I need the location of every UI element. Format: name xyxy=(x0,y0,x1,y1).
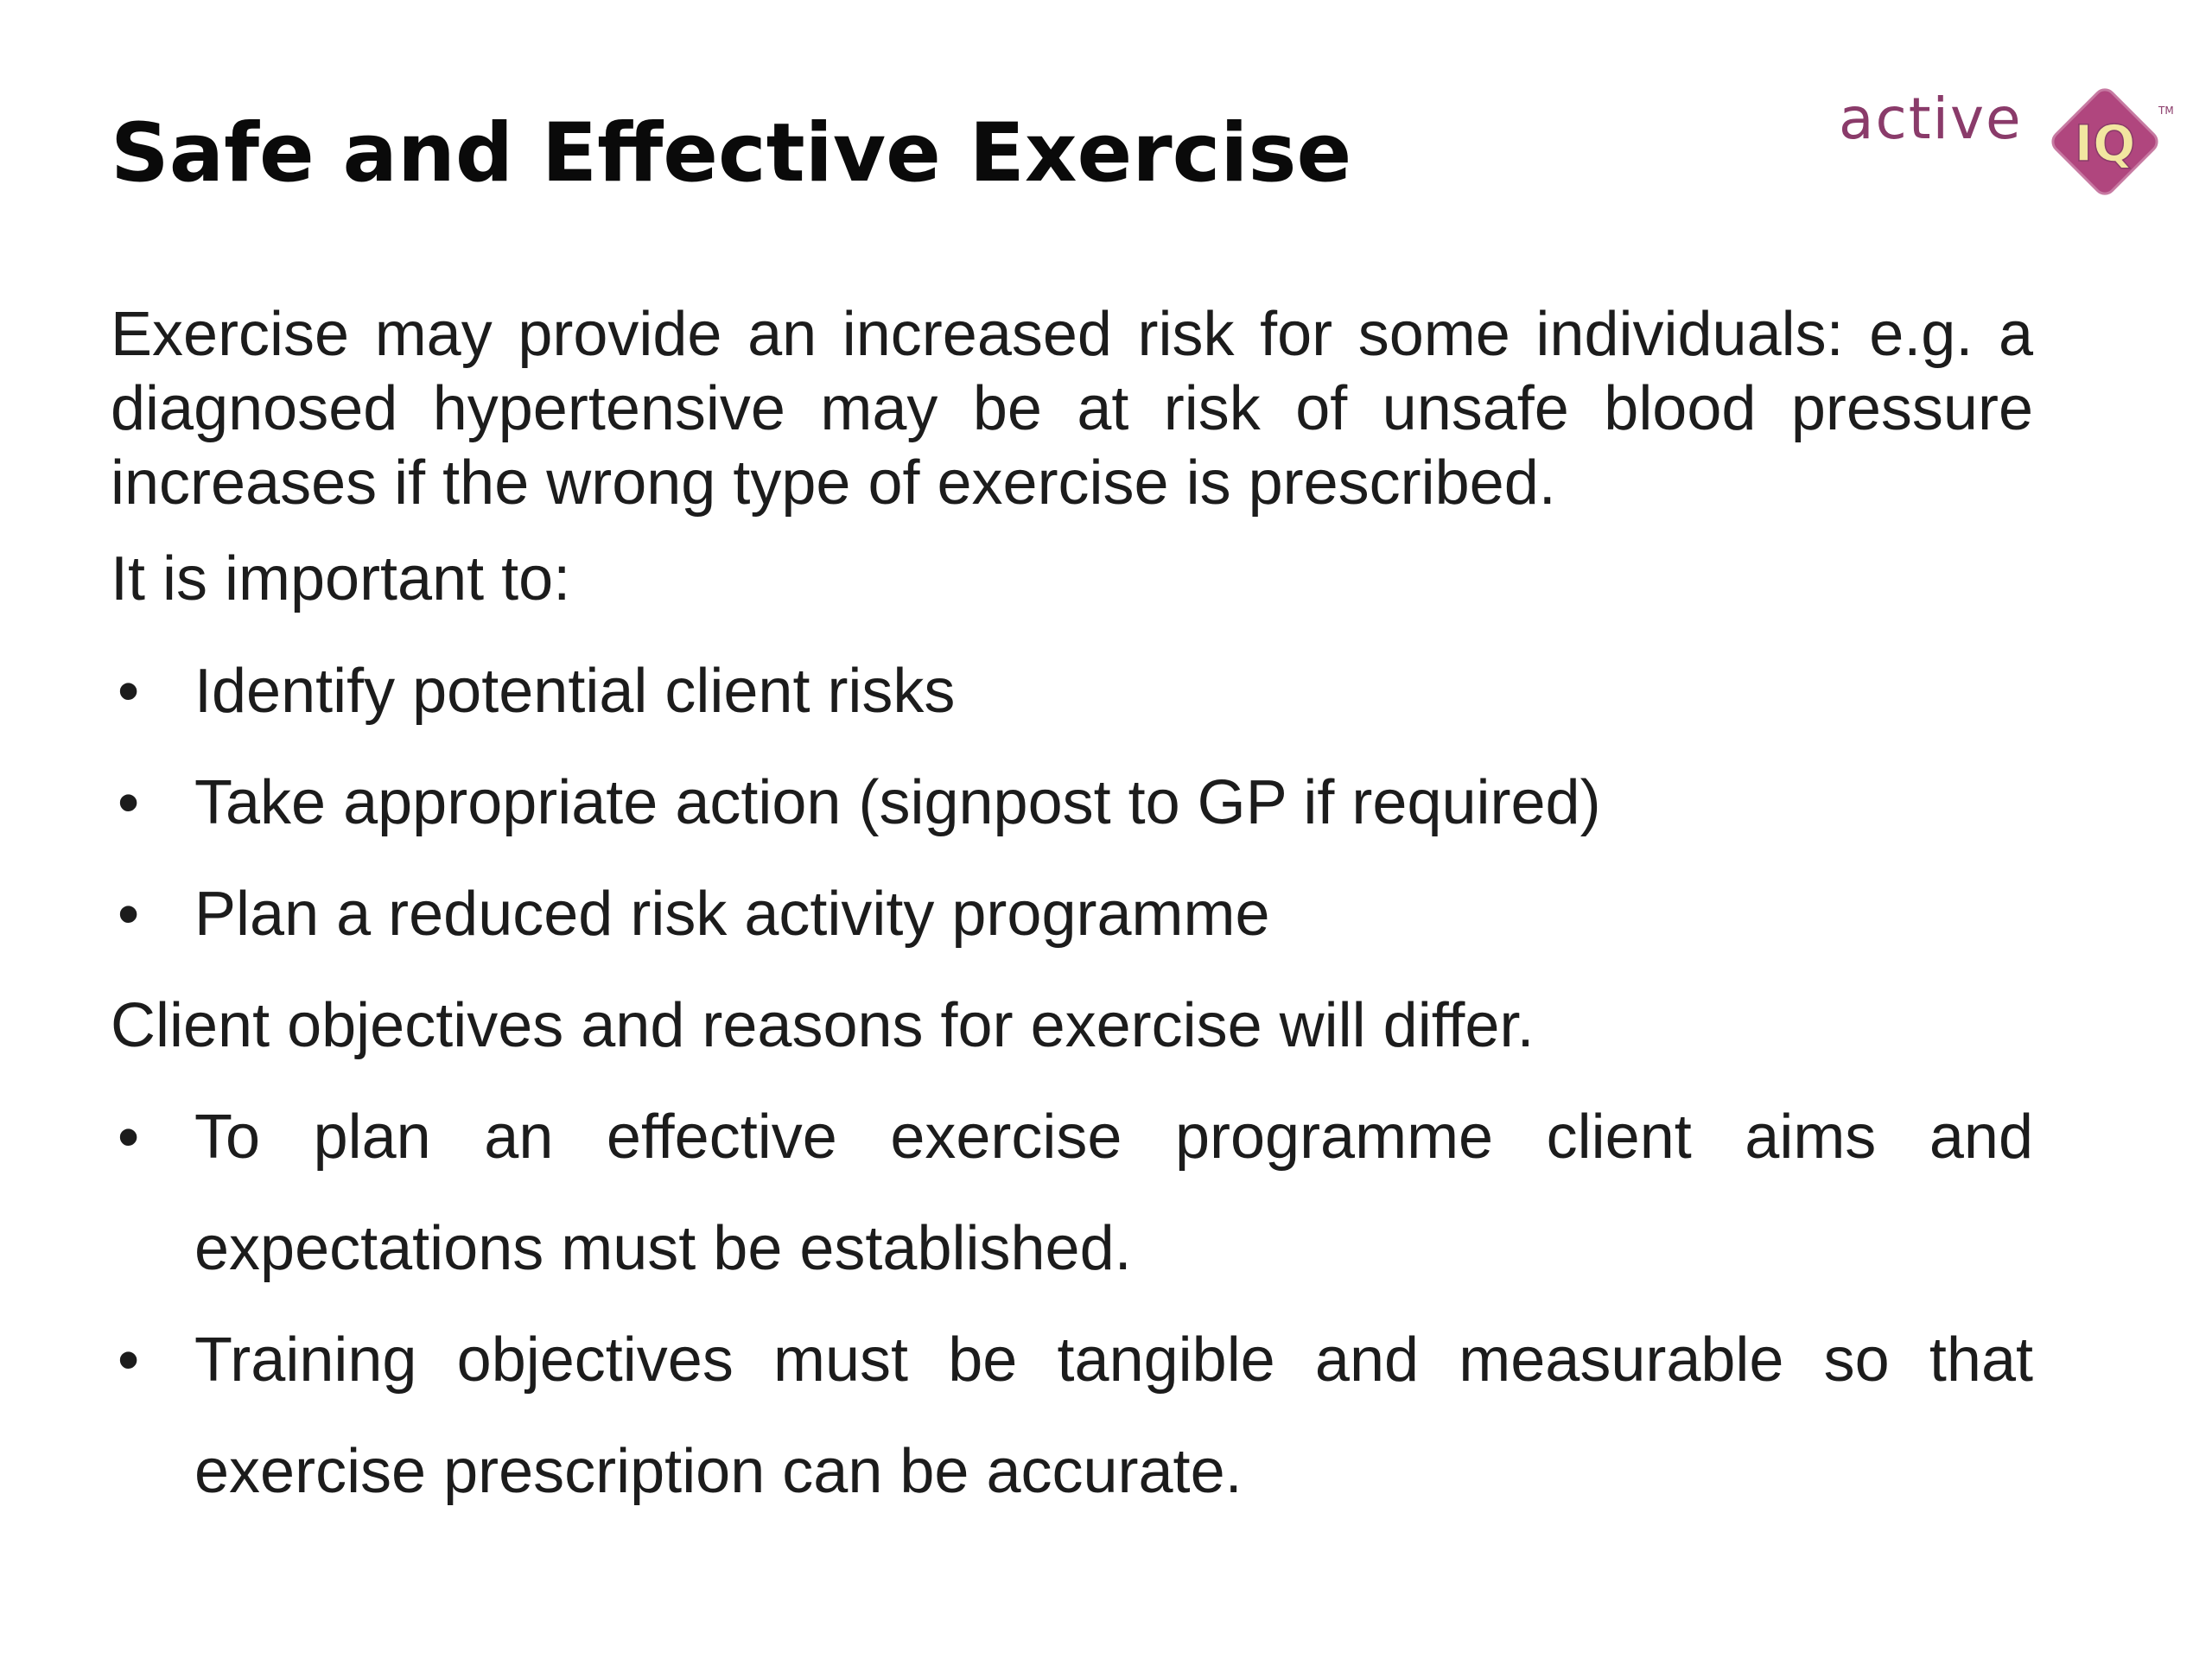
trademark-symbol: TM xyxy=(2158,105,2174,117)
list-item-text: Take appropriate action (signpost to GP if required) xyxy=(194,768,1601,837)
bullet-icon: • xyxy=(118,880,140,949)
objectives-list xyxy=(111,1082,2033,1528)
important-heading: It is important to: xyxy=(111,544,571,613)
bullet-icon: • xyxy=(118,657,140,726)
logo-iq-mark: IQ xyxy=(2074,114,2136,173)
bullet-icon: • xyxy=(118,768,140,837)
active-iq-logo xyxy=(1830,79,2176,209)
list-item-text: To plan an effective exercise programme client aims and expectations must be established. xyxy=(194,1103,2033,1283)
important-list xyxy=(111,654,2033,951)
objectives-heading: Client objectives and reasons for exercise will differ. xyxy=(111,991,1535,1060)
slide-title: Safe and Effective Exercise xyxy=(111,106,1352,200)
intro-paragraph: Exercise may provide an increased risk for some individuals: e.g. a diagnosed hypertensive may be at risk of unsafe blood pressure increases if the wrong type of exercise is prescribed. xyxy=(111,300,2033,518)
list-item-text: Plan a reduced risk activity programme xyxy=(194,880,1270,949)
list-item xyxy=(111,654,2033,728)
list-item-text: Training objectives must be tangible and measurable so that exercise prescription can be accurate. xyxy=(194,1325,2033,1506)
bullet-icon: • xyxy=(118,1325,140,1395)
list-item-text: Identify potential client risks xyxy=(194,657,956,726)
list-item xyxy=(111,766,2033,840)
list-item xyxy=(111,1082,2033,1305)
slide-body xyxy=(111,297,2033,1528)
bullet-icon: • xyxy=(118,1103,140,1172)
list-item xyxy=(111,877,2033,951)
logo-wordmark: active xyxy=(1839,86,2023,152)
list-item xyxy=(111,1305,2033,1528)
